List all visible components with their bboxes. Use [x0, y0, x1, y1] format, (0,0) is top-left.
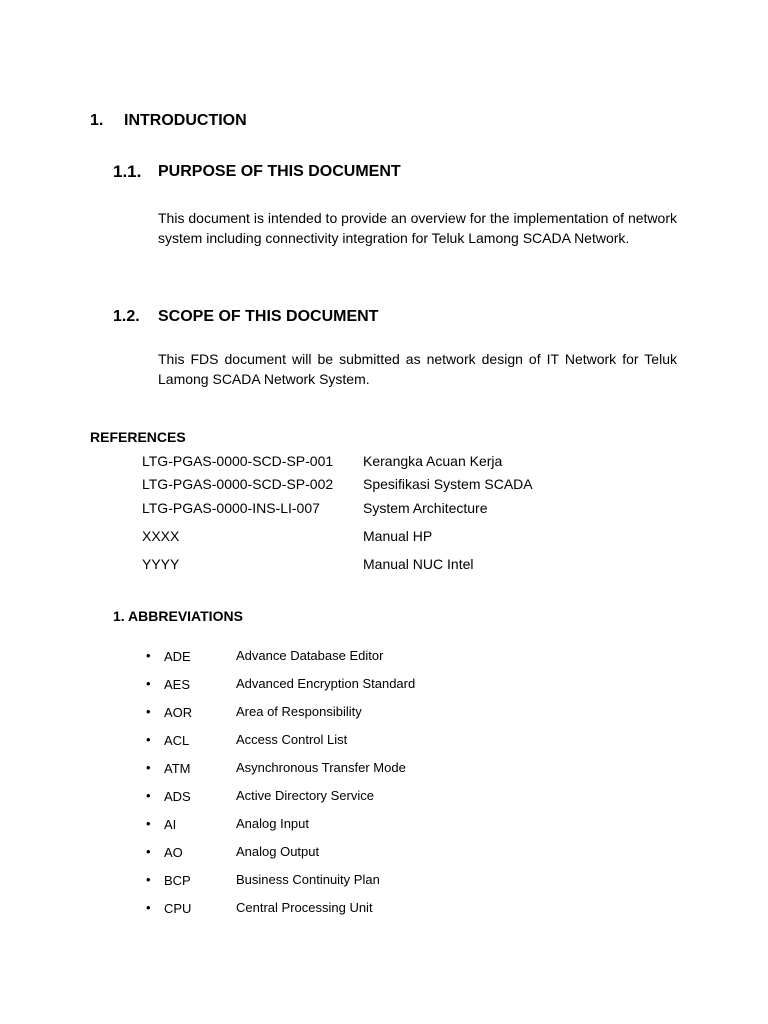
reference-description: Manual HP	[363, 528, 433, 544]
heading-title: INTRODUCTION	[124, 112, 247, 129]
abbreviation-definition: Advanced Encryption Standard	[236, 676, 416, 691]
heading-title: PURPOSE OF THIS DOCUMENT	[158, 163, 401, 180]
abbreviation-key: BCP	[164, 873, 191, 888]
heading-number: 1.1.	[113, 162, 142, 181]
abbreviation-key: AO	[164, 845, 183, 860]
heading-number: 1.2.	[113, 308, 140, 325]
abbreviation-definition: Central Processing Unit	[236, 900, 373, 915]
bullet-icon: •	[146, 788, 151, 803]
bullet-icon: •	[146, 872, 151, 887]
abbreviation-key: ATM	[164, 761, 191, 776]
abbreviation-definition: Advance Database Editor	[236, 648, 384, 663]
heading-introduction	[90, 112, 390, 132]
purpose-paragraph: This document is intended to provide an overview for the implementation of network system including connectivity integration for Teluk Lamong SCADA Network.	[158, 210, 677, 246]
heading-number: 1.	[90, 112, 104, 129]
abbreviations-title: 1. ABBREVIATIONS	[113, 608, 243, 624]
abbreviation-definition: Access Control List	[236, 732, 348, 747]
abbreviation-key: CPU	[164, 901, 192, 916]
references-title: REFERENCES	[90, 429, 186, 445]
abbreviation-key: AI	[164, 817, 177, 832]
reference-code: LTG-PGAS-0000-INS-LI-007	[142, 500, 320, 516]
bullet-icon: •	[146, 676, 151, 691]
abbreviation-key: ADS	[164, 789, 191, 804]
heading-scope	[113, 307, 513, 329]
scope-paragraph: This FDS document will be submitted as network design of IT Network for Teluk Lamong SCADA Network System.	[158, 351, 677, 387]
abbreviation-definition: Active Directory Service	[236, 788, 374, 803]
bullet-icon: •	[146, 900, 151, 915]
bullet-icon: •	[146, 760, 151, 775]
abbreviation-definition: Analog Input	[236, 816, 310, 831]
abbreviation-definition: Business Continuity Plan	[236, 872, 380, 887]
bullet-icon: •	[146, 844, 151, 859]
abbreviation-key: AES	[164, 677, 191, 692]
heading-purpose	[113, 162, 513, 184]
abbreviation-key: ADE	[164, 649, 191, 664]
bullet-icon: •	[146, 704, 151, 719]
reference-description: System Architecture	[363, 500, 488, 516]
reference-description: Manual NUC Intel	[363, 556, 474, 572]
abbreviation-key: AOR	[164, 705, 193, 720]
reference-code: YYYY	[142, 556, 180, 572]
reference-code: LTG-PGAS-0000-SCD-SP-001	[142, 453, 334, 469]
bullet-icon: •	[146, 816, 151, 831]
reference-code: XXXX	[142, 528, 180, 544]
reference-code: LTG-PGAS-0000-SCD-SP-002	[142, 476, 334, 492]
reference-description: Kerangka Acuan Kerja	[363, 453, 503, 469]
abbreviation-key: ACL	[164, 733, 190, 748]
reference-description: Spesifikasi System SCADA	[363, 476, 533, 492]
bullet-icon: •	[146, 732, 151, 747]
abbreviation-definition: Analog Output	[236, 844, 320, 859]
abbreviation-definition: Area of Responsibility	[236, 704, 362, 719]
abbreviation-definition: Asynchronous Transfer Mode	[236, 760, 406, 775]
bullet-icon: •	[146, 648, 151, 663]
heading-title: SCOPE OF THIS DOCUMENT	[158, 308, 379, 325]
